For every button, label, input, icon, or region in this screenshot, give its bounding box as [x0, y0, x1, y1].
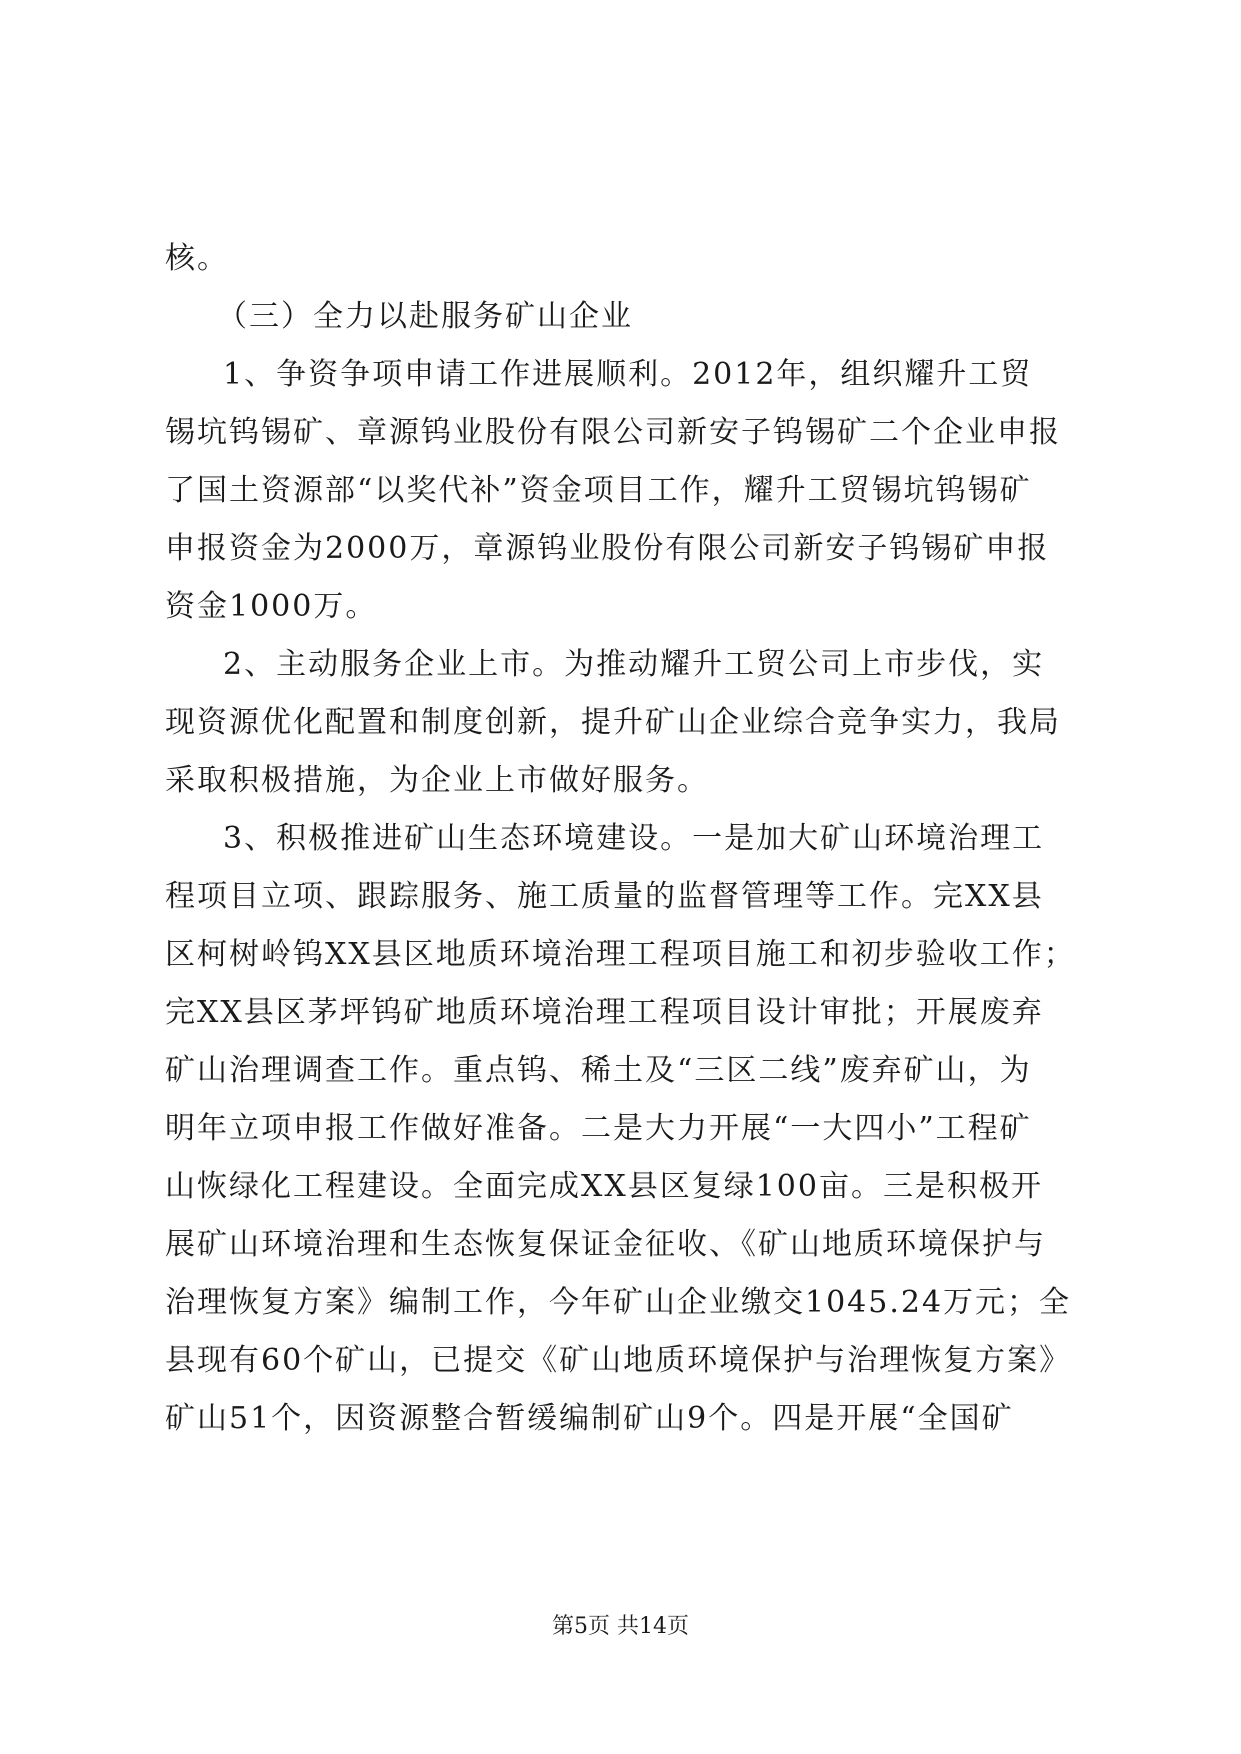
text-line: 完XX县区茅坪钨矿地质环境治理工程项目设计审批；开展废弃	[165, 995, 1044, 1030]
text-line: 核。	[165, 241, 229, 276]
page-number-footer: 第5页 共14页	[552, 1614, 689, 1639]
text-line: 程项目立项、跟踪服务、施工质量的监督管理等工作。完XX县	[165, 879, 1044, 914]
text-line: 山恢绿化工程建设。全面完成XX县区复绿100亩。三是积极开	[165, 1169, 1043, 1204]
text-line: 县现有60个矿山，已提交《矿山地质环境保护与治理恢复方案》	[165, 1343, 1072, 1378]
text-line: 锡坑钨锡矿、章源钨业股份有限公司新安子钨锡矿二个企业申报	[165, 415, 1061, 450]
text-line: 治理恢复方案》编制工作，今年矿山企业缴交1045.24万元；全	[165, 1285, 1072, 1320]
text-line: 资金1000万。	[165, 589, 378, 624]
text-line: 3、积极推进矿山生态环境建设。一是加大矿山环境治理工	[223, 821, 1045, 856]
text-line: 区柯树岭钨XX县区地质环境治理工程项目施工和初步验收工作；	[165, 937, 1076, 972]
text-line: 1、争资争项申请工作进展顺利。2012年，组织耀升工贸	[223, 357, 1033, 392]
text-line: 了国土资源部“以奖代补”资金项目工作，耀升工贸锡坑钨锡矿	[165, 473, 1032, 508]
section-heading: （三）全力以赴服务矿山企业	[217, 299, 633, 334]
text-line: 2、主动服务企业上市。为推动耀升工贸公司上市步伐，实	[223, 647, 1045, 682]
text-line: 采取积极措施，为企业上市做好服务。	[165, 763, 709, 798]
text-line: 矿山治理调查工作。重点钨、稀土及“三区二线”废弃矿山，为	[165, 1053, 1032, 1088]
text-line: 展矿山环境治理和生态恢复保证金征收、《矿山地质环境保护与	[165, 1227, 1046, 1262]
text-line: 现资源优化配置和制度创新，提升矿山企业综合竞争实力，我局	[165, 705, 1061, 740]
text-line: 申报资金为2000万，章源钨业股份有限公司新安子钨锡矿申报	[165, 531, 1050, 566]
document-body	[165, 230, 1085, 1448]
text-line: 矿山51个，因资源整合暂缓编制矿山9个。四是开展“全国矿	[165, 1401, 1014, 1436]
text-line: 明年立项申报工作做好准备。二是大力开展“一大四小”工程矿	[165, 1111, 1032, 1146]
